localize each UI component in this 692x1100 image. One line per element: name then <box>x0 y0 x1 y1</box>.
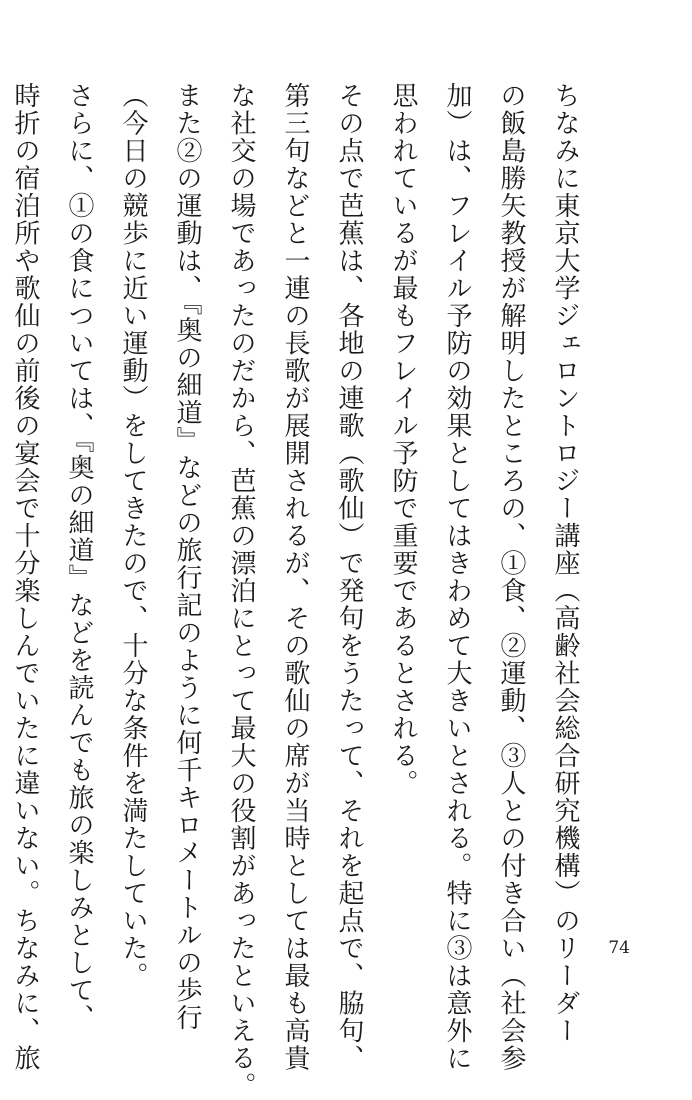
text-line-4: 思われているが最もフレイル予防で重要であるとされる。 <box>388 82 418 797</box>
text-line-3: 加）は、フレイル予防の効果としてはきわめて大きいとされる。特に③は意外に <box>442 82 472 1072</box>
vertical-text-block <box>0 82 592 1100</box>
text-line-5: その点で芭蕉は、各地の連歌（歌仙）で発句をうたって、それを起点で、脇句、 <box>334 82 364 1072</box>
page-number: 74 <box>608 938 630 958</box>
text-line-6: 第三句などと一連の長歌が展開されるが、その歌仙の席が当時としては最も高貴 <box>280 82 310 1072</box>
text-line-10: さらに、①の食については、『奥の細道』などを読んでも旅の楽しみとして、 <box>64 82 94 1032</box>
text-line-11: 時折の宿泊所や歌仙の前後の宴会で十分楽しんでいたに違いない。ちなみに、旅 <box>10 82 40 1072</box>
text-line-9: （今日の競歩に近い運動）をしてきたので、十分な条件を満たしていた。 <box>118 82 148 990</box>
text-line-7: な社交の場であったのだから、芭蕉の漂泊にとって最大の役割があったといえる。 <box>226 82 256 1100</box>
text-line-8: また②の運動は、『奥の細道』などの旅行記のように何千キロメートルの歩行 <box>172 82 202 1032</box>
text-line-2: の飯島勝矢教授が解明したところの、①食、②運動、③人との付き合い（社会参 <box>496 82 526 1072</box>
text-line-1: ちなみに東京大学ジェロントロジー講座（高齢社会総合研究機構）のリーダー <box>550 82 580 1045</box>
